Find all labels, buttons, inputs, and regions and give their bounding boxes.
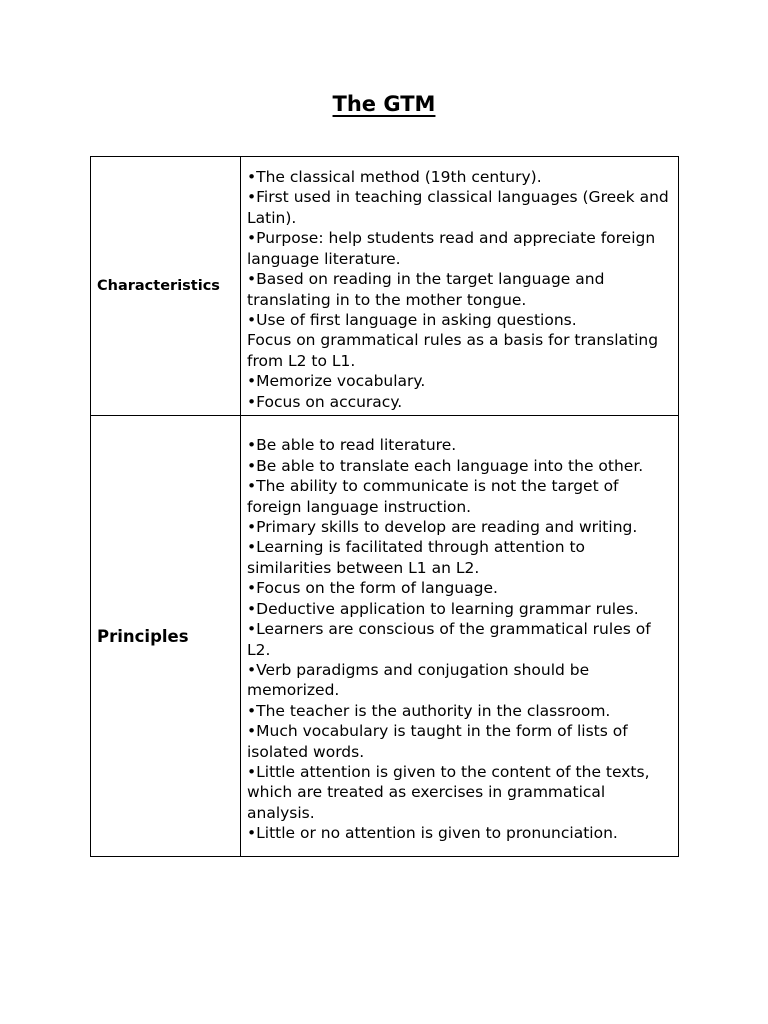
- list-item: •Learners are conscious of the grammatical rules of L2.: [247, 620, 651, 659]
- page-title: The GTM: [332, 92, 436, 116]
- list-item: •Be able to read literature.: [247, 436, 457, 455]
- gtm-table: [90, 156, 679, 857]
- list-item: Focus on grammatical rules as a basis for translating from L2 to L1.: [247, 331, 659, 370]
- list-item: •The teacher is the authority in the classroom.: [247, 701, 611, 720]
- list-item: •Primary skills to develop are reading and writing.: [247, 518, 638, 537]
- row-content-principles: [241, 416, 679, 857]
- list-item: •Purpose: help students read and appreciate foreign language literature.: [247, 229, 656, 268]
- list-item: •Deductive application to learning grammar rules.: [247, 599, 639, 618]
- list-item: •Focus on the form of language.: [247, 579, 498, 598]
- list-item: •Little or no attention is given to pronunciation.: [247, 824, 618, 843]
- row-content-characteristics: [241, 157, 679, 416]
- list-item: •First used in teaching classical languages (Greek and Latin).: [247, 188, 669, 227]
- list-item: •Verb paradigms and conjugation should be memorized.: [247, 660, 590, 700]
- list-item: •Learning is facilitated through attention to similarities between L1 an L2.: [247, 538, 586, 577]
- list-item: •Memorize vocabulary.: [247, 372, 426, 391]
- table-row-principles: [91, 416, 679, 857]
- list-item: •Be able to translate each language into the other.: [247, 456, 644, 475]
- list-item: •The classical method (19th century).: [247, 168, 542, 187]
- list-item: •Much vocabulary is taught in the form of lists of isolated words.: [247, 722, 628, 761]
- row-heading-characteristics: Characteristics: [91, 157, 241, 416]
- table-row-characteristics: [91, 157, 679, 416]
- list-item: •Little attention is given to the content of the texts, which are treated as exercises in grammatical analysis.: [247, 762, 650, 822]
- list-item: •The ability to communicate is not the target of foreign language instruction.: [247, 477, 619, 516]
- row-heading-principles: Principles: [91, 416, 241, 857]
- list-item: •Based on reading in the target language and translating in to the mother tongue.: [247, 270, 605, 309]
- list-item: •Focus on accuracy.: [247, 392, 403, 411]
- list-item: •Use of first language in asking questions.: [247, 310, 577, 329]
